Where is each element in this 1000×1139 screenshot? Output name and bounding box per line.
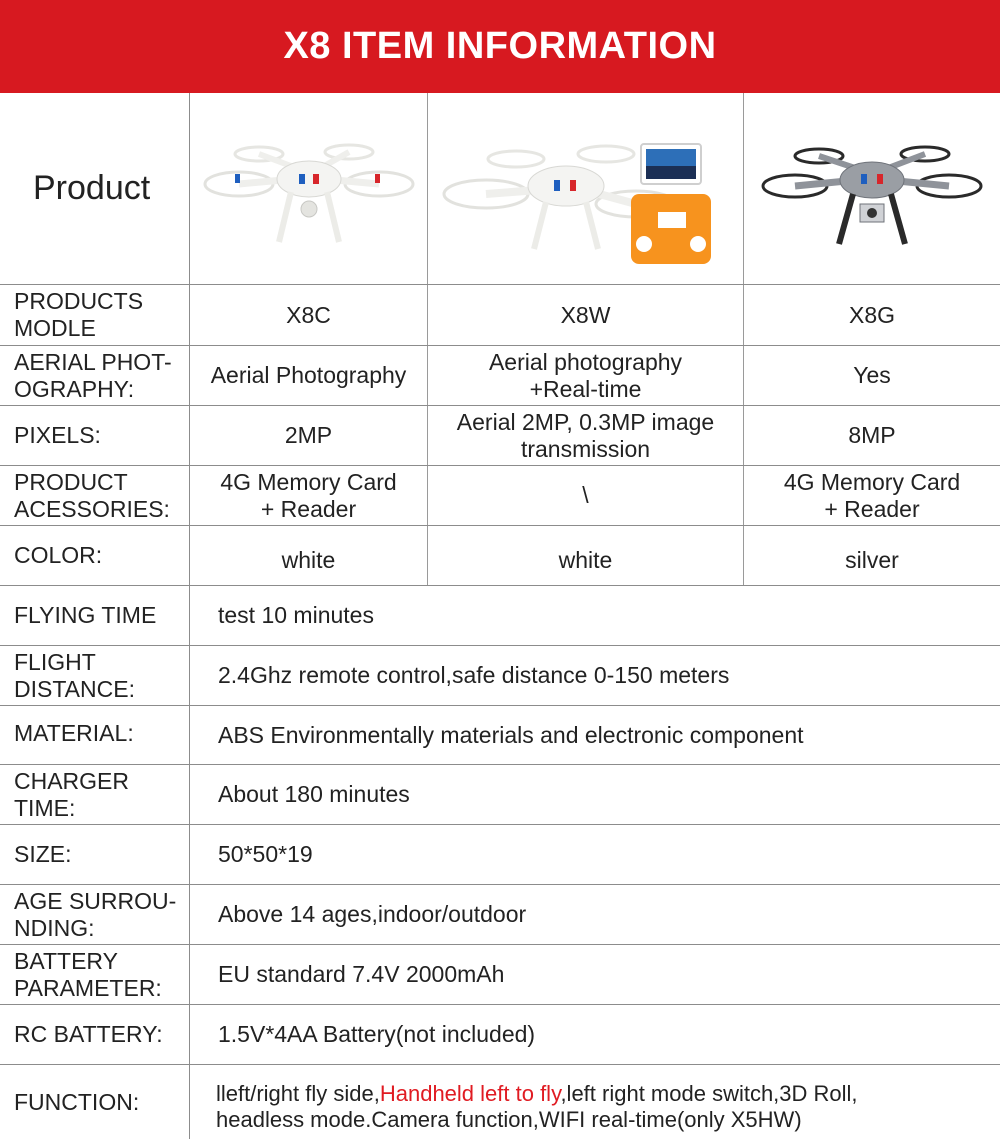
- table-cell: [190, 1065, 1000, 1139]
- table-row-charger-time: [0, 765, 1000, 825]
- table-row-model: [0, 285, 1000, 346]
- table-row-age: [0, 885, 1000, 945]
- table-row-function: [0, 1065, 1000, 1139]
- function-text-line2: headless mode.Camera function,WIFI real-time(only X5HW): [216, 1106, 802, 1132]
- table-cell: X8W: [428, 285, 744, 345]
- row-label: Product: [0, 93, 190, 284]
- table-row-battery: [0, 945, 1000, 1005]
- table-cell: 1.5V*4AA Battery(not included): [218, 1021, 536, 1047]
- table-cell: 4G Memory Card + Reader: [783, 468, 961, 522]
- row-label: RC BATTERY:: [0, 1005, 190, 1064]
- function-text-part: ,left right mode switch,3D Roll,: [560, 1080, 858, 1106]
- table-cell: ABS Environmentally materials and electronic component: [218, 721, 804, 748]
- table-cell: 2MP: [190, 406, 428, 465]
- row-label: FLYING TIME: [0, 586, 190, 645]
- table-row-pixels: [0, 406, 1000, 466]
- table-row-flying-time: [0, 586, 1000, 646]
- row-label: PIXELS:: [0, 406, 190, 465]
- table-cell: Aerial 2MP, 0.3MP image transmission: [428, 406, 744, 465]
- table-cell: test 10 minutes: [218, 602, 374, 628]
- function-text: [216, 1072, 858, 1133]
- table-row-rc-battery: [0, 1005, 1000, 1065]
- table-row-aerial: [0, 346, 1000, 406]
- row-label: PRODUCTS MODLE: [0, 285, 190, 345]
- page-title: X8 ITEM INFORMATION: [283, 25, 717, 67]
- function-highlight: Handheld left to fly: [379, 1080, 561, 1106]
- table-cell: EU standard 7.4V 2000mAh: [218, 961, 505, 987]
- table-row-product: [0, 93, 1000, 285]
- table-cell: Aerial Photography: [190, 346, 428, 405]
- table-cell: white: [428, 526, 744, 585]
- table-cell: 4G Memory Card + Reader: [190, 466, 428, 525]
- table-cell: 50*50*19: [218, 841, 313, 867]
- table-cell: silver: [845, 547, 899, 573]
- product-image-x8c: [190, 93, 428, 284]
- table-row-size: [0, 825, 1000, 885]
- product-image-x8w: [428, 93, 744, 284]
- row-label: AERIAL PHOT-OGRAPHY:: [0, 346, 190, 405]
- table-cell: Above 14 ages,indoor/outdoor: [218, 901, 527, 927]
- product-image-x8g: [744, 93, 1000, 284]
- table-row-accessories: [0, 466, 1000, 526]
- table-cell: \: [428, 466, 744, 525]
- row-label: MATERIAL:: [0, 706, 190, 764]
- row-label: AGE SURROU-NDING:: [0, 885, 190, 944]
- table-row-material: [0, 706, 1000, 765]
- table-cell: About 180 minutes: [218, 781, 410, 807]
- row-label: CHARGER TIME:: [0, 765, 190, 824]
- table-cell: 8MP: [848, 422, 896, 448]
- table-cell: Aerial photography +Real-time: [428, 346, 744, 405]
- table-cell: Yes: [853, 362, 891, 388]
- row-label: COLOR:: [0, 526, 190, 585]
- row-label: FLIGHT DISTANCE:: [0, 646, 190, 705]
- row-label: FUNCTION:: [0, 1065, 190, 1139]
- row-label: BATTERY PARAMETER:: [0, 945, 190, 1004]
- table-cell: white: [190, 526, 428, 585]
- table-cell: X8G: [848, 301, 896, 328]
- row-label: PRODUCT ACESSORIES:: [0, 466, 190, 525]
- table-row-color: [0, 526, 1000, 586]
- table-cell: X8C: [190, 285, 428, 345]
- table-cell: 2.4Ghz remote control,safe distance 0-150 meters: [218, 662, 730, 688]
- function-text-part: lleft/right fly side,: [216, 1080, 380, 1106]
- table-row-flight-distance: [0, 646, 1000, 706]
- row-label: SIZE:: [0, 825, 190, 884]
